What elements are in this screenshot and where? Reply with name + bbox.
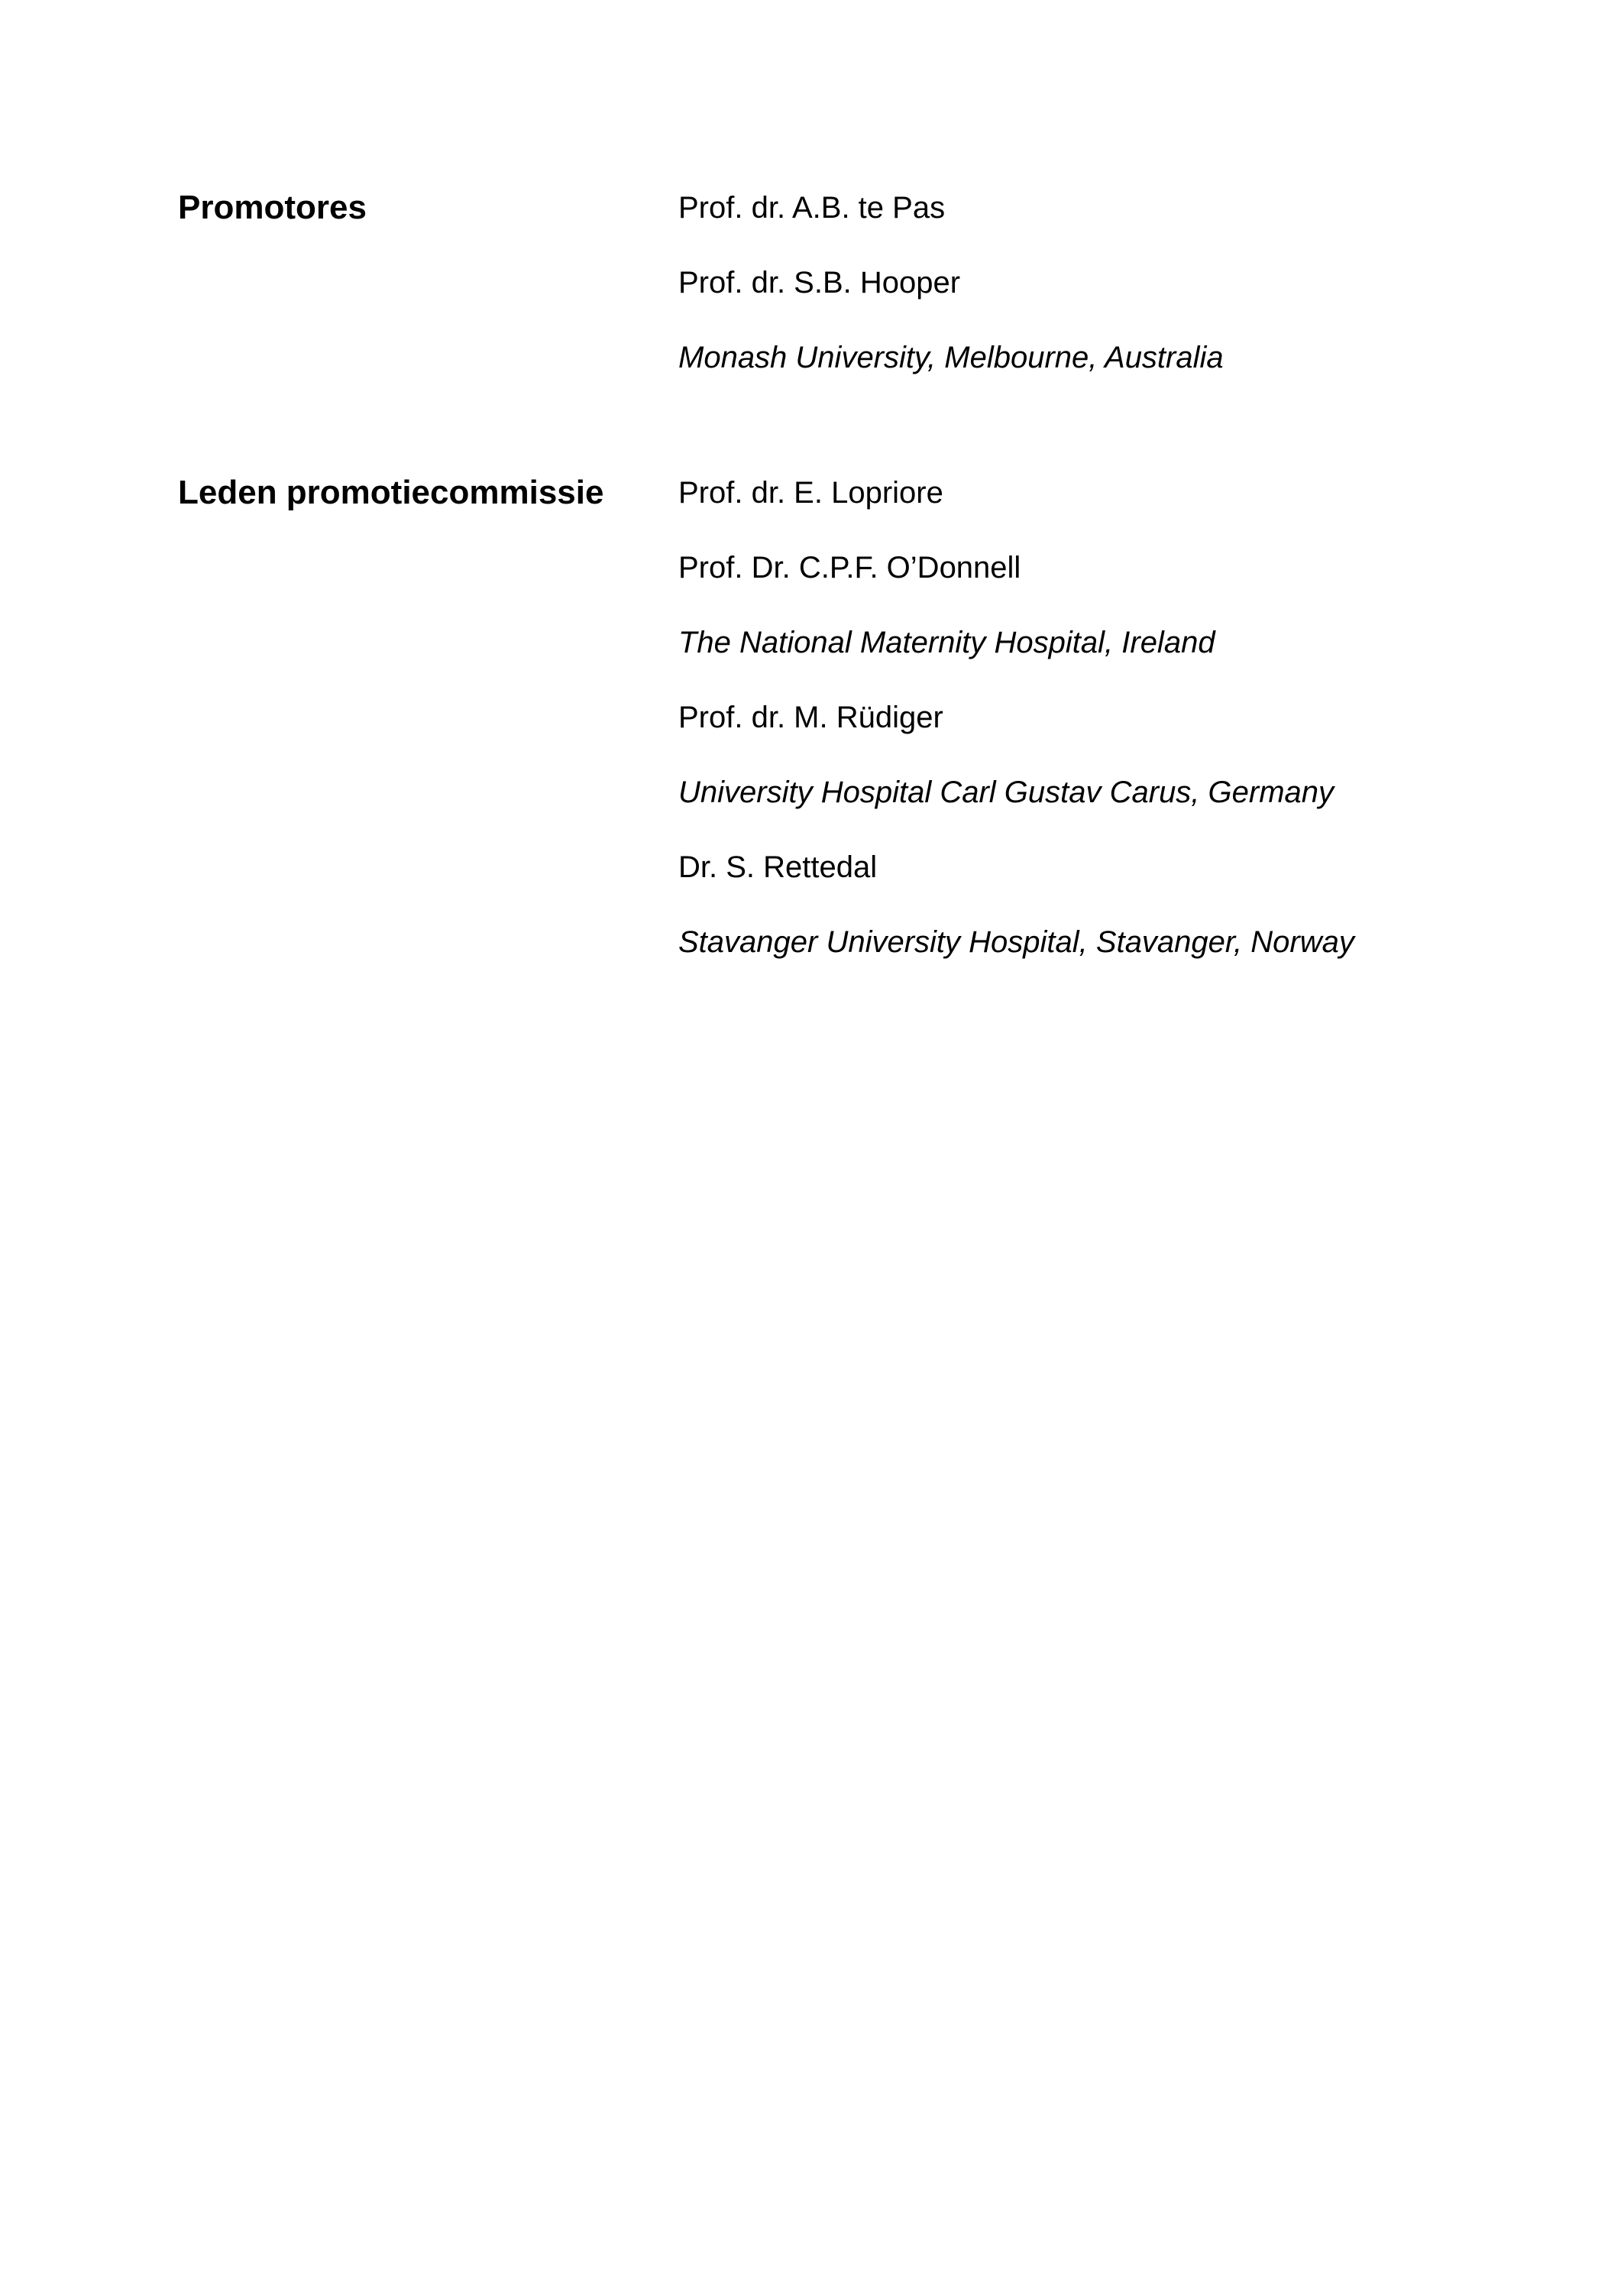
affiliation: Monash University, Melbourne, Australia (678, 341, 1224, 374)
person-name: Dr. S. Rettedal (678, 850, 878, 884)
entry-list (678, 187, 1224, 412)
person-name: Prof. dr. E. Lopriore (678, 476, 943, 510)
person-name: Prof. dr. S.B. Hooper (678, 266, 961, 300)
affiliation: The National Maternity Hospital, Ireland (678, 626, 1215, 659)
affiliation: Stavanger University Hospital, Stavanger, Norway (678, 925, 1354, 959)
section-heading: Leden promotiecommissie (178, 474, 604, 511)
person-name: Prof. dr. M. Rüdiger (678, 701, 943, 734)
person-name: Prof. dr. A.B. te Pas (678, 191, 946, 225)
entry-list (678, 472, 1354, 996)
affiliation: University Hospital Carl Gustav Carus, Germany (678, 776, 1334, 809)
person-name: Prof. Dr. C.P.F. O’Donnell (678, 551, 1021, 585)
section-heading: Promotores (178, 189, 367, 226)
